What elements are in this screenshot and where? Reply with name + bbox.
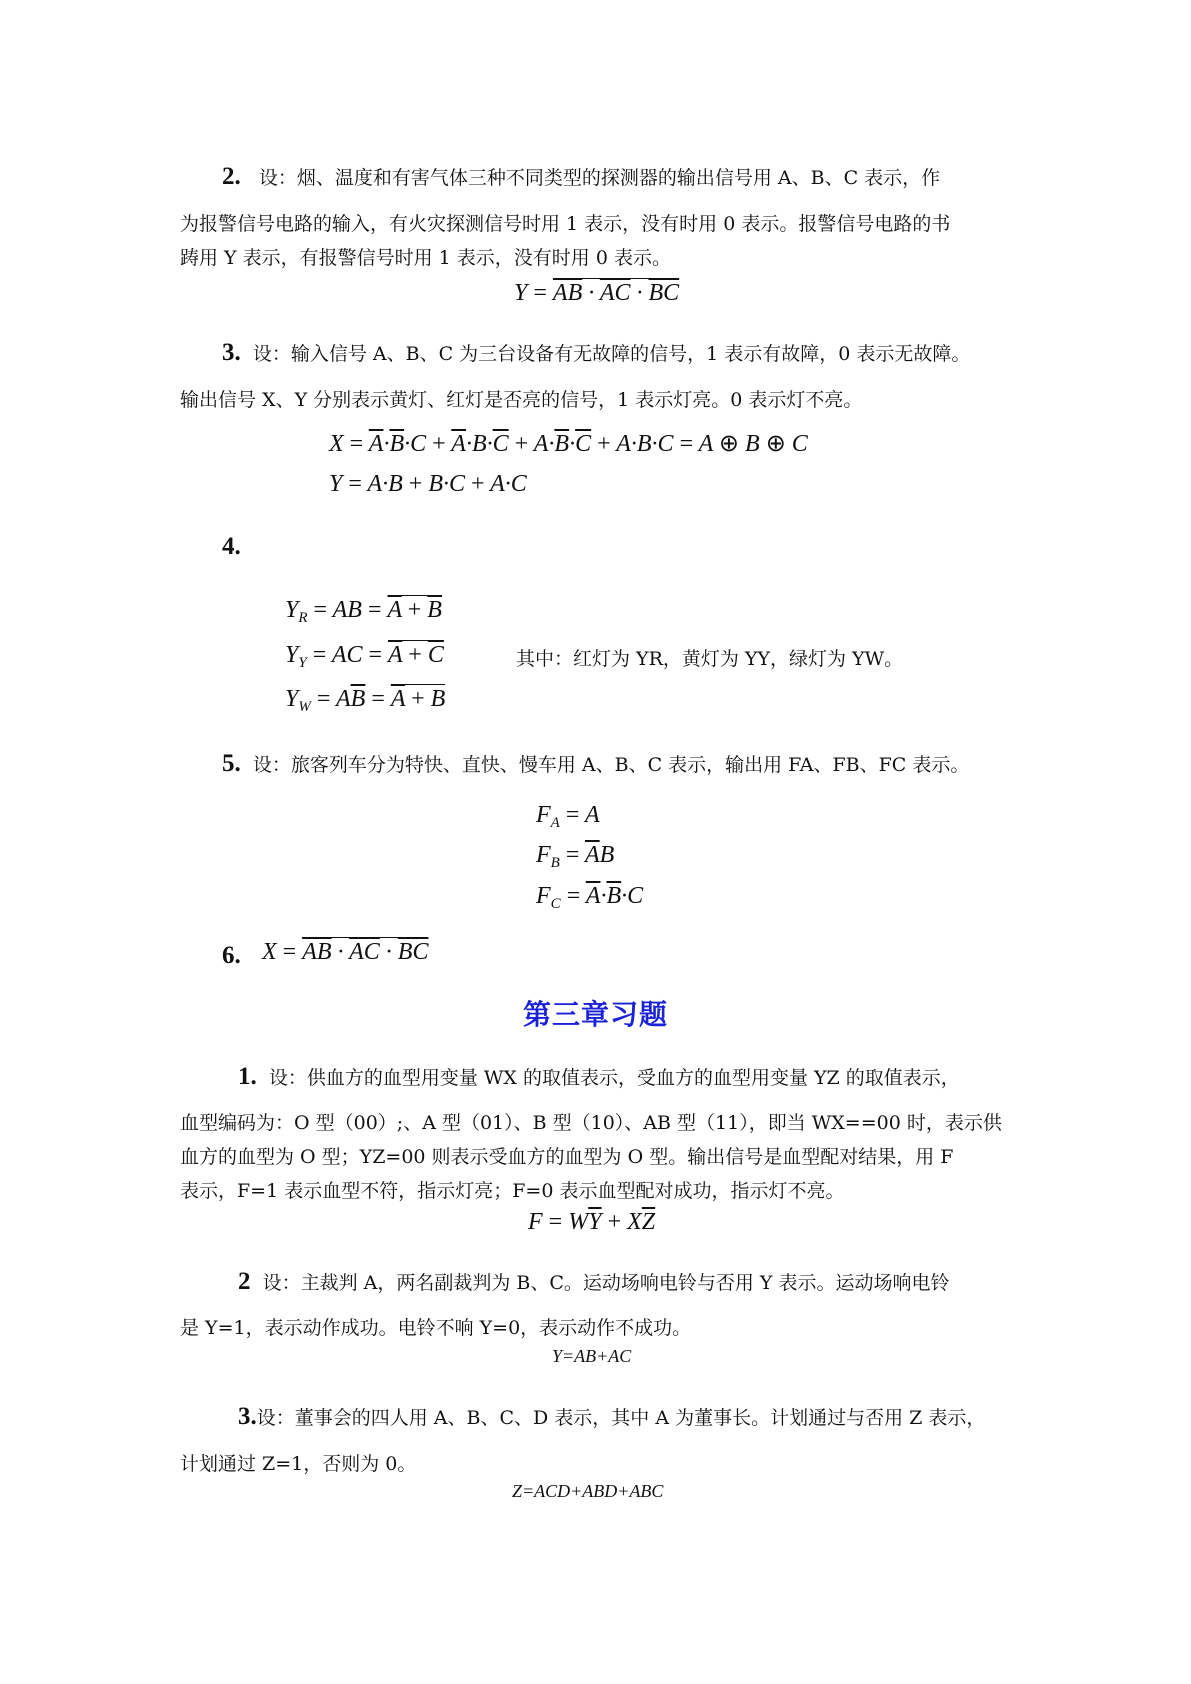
problem-3-text-1: 设：输入信号 A、B、C 为三台设备有无故障的信号，1 表示有故障，0 表示无故障。 — [252, 343, 971, 365]
problem-3-number: 3. — [222, 339, 241, 366]
problem-5-text-1: 设：旅客列车分为特快、直快、慢车用 A、B、C 表示，输出用 FA、FB、FC 表示。 — [252, 754, 970, 776]
chapter3-problem-2-text-1: 设：主裁判 A，两名副裁判为 B、C。运动场响电铃与否用 Y 表示。运动场响电铃 — [262, 1272, 950, 1294]
problem-5-equation-fc: $F_C = \overline{A}\cdot\overline{B}\cdot C$ — [536, 883, 644, 912]
problem-3-equation-x: $X = \overline{A}\cdot\overline{B}\cdot C + \overline{A}\cdot B\cdot\overline{C} + A\cdot\overline{B}\cdot\overline{C} + A\cdot B\cdot C = A$ ⊕ B ⊕ C — [329, 431, 808, 457]
chapter3-problem-3-line-1 — [238, 1404, 985, 1431]
problem-4-number: 4. — [222, 533, 241, 560]
problem-3-line-2: 输出信号 X、Y 分别表示黄灯、红灯是否亮的信号，1 表示灯亮。0 表示灯不亮。 — [180, 389, 863, 411]
chapter3-problem-2-number: 2 — [238, 1268, 251, 1295]
problem-2-line-1 — [222, 164, 940, 191]
problem-4-equation-yw: $Y_W = A\overline{B} = \overline{A} + B$ — [285, 686, 446, 715]
problem-5-equation-fa: $F_A = A$ — [536, 802, 600, 831]
problem-6-line — [222, 943, 241, 970]
chapter3-problem-2-equation: Y=AB+AC — [552, 1346, 632, 1366]
problem-2-line-2: 为报警信号电路的输入，有火灾探测信号时用 1 表示，没有时用 0 表示。报警信号电路的书 — [180, 213, 951, 235]
problem-4-note: 其中：红灯为 YR，黄灯为 YY，绿灯为 YW。 — [516, 648, 904, 670]
problem-5-number: 5. — [222, 750, 241, 777]
chapter3-problem-1-line-3: 血方的血型为 O 型；YZ=00 则表示受血方的血型为 O 型。输出信号是血型配对结果，用 F — [180, 1146, 954, 1168]
problem-2-number: 2. — [222, 163, 241, 190]
problem-4-line — [222, 534, 241, 561]
chapter3-problem-2-line-2: 是 Y=1，表示动作成功。电铃不响 Y=0，表示动作不成功。 — [180, 1317, 692, 1339]
chapter-heading: 第三章习题 — [522, 998, 668, 1031]
chapter3-problem-1-number: 1. — [238, 1063, 257, 1090]
problem-5-equation-fb: $F_B = \overline{A}B$ — [536, 842, 615, 871]
problem-6-equation: $X = \overline{AB} \cdot \overline{AC} \cdot \overline{BC}$ — [262, 939, 429, 965]
chapter3-problem-1-line-1 — [238, 1064, 960, 1091]
chapter3-problem-3-line-2: 计划通过 Z=1，否则为 0。 — [180, 1453, 417, 1475]
chapter3-problem-3-number: 3. — [238, 1403, 257, 1430]
chapter3-problem-3-text-1: 设：董事会的四人用 A、B、C、D 表示，其中 A 为董事长。计划通过与否用 Z 表示， — [256, 1407, 986, 1429]
problem-2-line-3: 踌用 Y 表示，有报警信号时用 1 表示，没有时用 0 表示。 — [180, 247, 671, 269]
chapter3-problem-1-text-1: 设：供血方的血型用变量 WX 的取值表示，受血方的血型用变量 YZ 的取值表示， — [268, 1067, 960, 1089]
chapter3-problem-1-equation: $F = W\overline{Y} + X\overline{Z}$ — [528, 1209, 656, 1235]
chapter3-problem-3-equation: Z=ACD+ABD+ABC — [512, 1481, 664, 1501]
chapter3-problem-1-line-2: 血型编码为：O 型（00）;、A 型（01）、B 型（10）、AB 型（11），即当 WX==00 时，表示供 — [180, 1112, 1002, 1134]
problem-3-line-1 — [222, 340, 970, 367]
problem-4-equation-yr: $Y_R$ = AB = $\overline{A} + \overline{B}$ — [285, 597, 442, 626]
problem-3-equation-y: Y = A·B + B·C + A·C — [329, 471, 527, 497]
chapter3-problem-1-line-4: 表示，F=1 表示血型不符，指示灯亮；F=0 表示血型配对成功，指示灯不亮。 — [180, 1180, 845, 1202]
chapter3-problem-2-line-1 — [238, 1269, 950, 1296]
problem-2-text-1: 设：烟、温度和有害气体三种不同类型的探测器的输出信号用 A、B、C 表示，作 — [258, 167, 941, 189]
problem-2-equation: $Y = \overline{AB} \cdot \overline{AC} \cdot \overline{BC}$ — [514, 280, 680, 306]
problem-6-number: 6. — [222, 942, 241, 969]
problem-5-line-1 — [222, 751, 969, 778]
problem-4-equation-yy: $Y_Y$ = AC = $\overline{A} + \overline{C}$ — [285, 642, 444, 671]
